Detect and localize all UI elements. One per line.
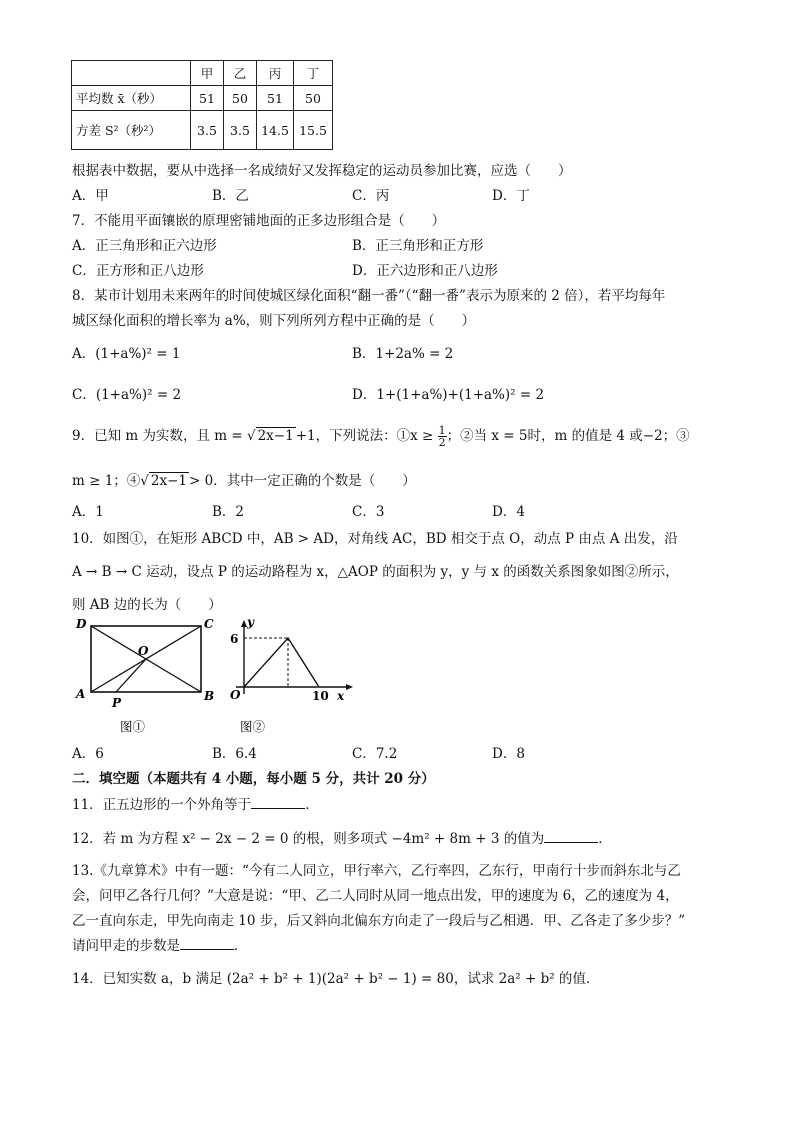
q9-text-a: 9．已知 m 为实数，且 m = [72,428,243,444]
figure1-caption: 图① [120,719,146,734]
q9-fraction: $\frac{1}{2}$ [438,424,446,449]
answer-blank [544,830,598,843]
figure-rectangle [72,614,222,739]
table-cell: 14.5 [257,111,294,150]
q8-option-b: B．1+2a% = 2 [352,346,454,362]
q9-text-c: x ≥ [410,428,434,444]
table-cell: 51 [191,86,224,111]
segment-op [116,659,146,692]
q8-line2: 城区绿化面积的增长率为 a%，则下列所列方程中正确的是（ ） [72,313,476,329]
q13-line1: 13.《九章算术》中有一题：“今有二人同立，甲行率六，乙行率四，乙东行，甲南行十步而斜东北与乙 [72,863,681,879]
stats-table [71,60,333,150]
q9-text-e: m ≥ 1；④ [72,473,141,489]
x-arrow-icon [346,684,353,690]
q14: 14．已知实数 a，b 满足 (2a² + b² + 1)(2a² + b² − 1) = 80，试求 2a² + b² 的值． [72,971,600,987]
q9-text-b: +1，下列说法：① [295,428,411,444]
q7-option-a: A．正三角形和正六边形 [72,238,217,254]
q8-option-a: A．(1+a%)² = 1 [72,346,181,362]
q9-option-b: B．2 [212,504,245,520]
q10-line3: 则 AB 边的长为（ ） [72,597,222,613]
q9-option-a: A．1 [72,504,104,520]
function-graph [244,638,319,687]
q13-line4 [72,934,248,954]
label-origin: O [230,688,241,702]
q6-option-c: C．丙 [352,188,390,204]
table-cell: 3.5 [191,111,224,150]
q8-option-d: D．1+(1+a%)+(1+a%)² = 2 [352,387,545,403]
table-header-cell: 丁 [294,61,333,86]
q9-sqrt-2: 2x−1 [150,473,188,489]
q6-stem: 根据表中数据，要从中选择一名成绩好又发挥稳定的运动员参加比赛，应选（ ） [72,163,572,179]
q10-line1: 10．如图①，在矩形 ABCD 中，AB > AD，对角线 AC，BD 相交于点 O，动点 P 由点 A 出发，沿 [72,531,678,547]
q9-text-d: ；②当 x = 5时，m 的值是 4 或−2；③ [446,428,690,444]
q10-option-c: C．7.2 [352,746,398,762]
label-b: B [204,689,215,703]
table-header-cell: 甲 [191,61,224,86]
label-p: P [112,696,122,710]
q9-text-f: > 0．其中一定正确的个数是（ ） [189,473,416,489]
answer-blank [180,937,234,950]
q7-option-d: D．正六边形和正八边形 [352,263,498,279]
q11-end: ． [305,797,319,813]
q8-line1: 8．某市计划用未来两年的时间使城区绿化面积“翻一番”（“翻一番”表示为原来的 2 倍），若平均每年 [72,288,666,304]
label-a: A [76,687,86,701]
figure-graph [222,614,357,739]
q13-line3: 乙一直向东走，甲先向南走 10 步，后又斜向北偏东方向走了一段后与乙相遇．甲、乙各走了多少步？” [72,913,686,929]
table-header-cell [72,61,191,86]
q10-option-b: B．6.4 [212,746,257,762]
label-six: 6 [230,632,239,646]
q7-stem: 7．不能用平面镶嵌的原理密铺地面的正多边形组合是（ ） [72,213,446,229]
q10-option-d: D．8 [492,746,525,762]
q12-end: ． [598,831,612,847]
q9-option-d: D．4 [492,504,525,520]
q6-option-b: B．乙 [212,188,249,204]
q12 [72,827,612,847]
q11-text: 11．正五边形的一个外角等于 [72,797,252,813]
q6-option-d: D．丁 [492,188,530,204]
q9-option-c: C．3 [352,504,385,520]
q8-option-c: C．(1+a%)² = 2 [72,387,182,403]
q9-line1: 9．已知 m 为实数，且 m = √ 2x−1 +1，下列说法：①x ≥ $\frac{1}{2}$ ；②当 x = 5时，m 的值是 4 或−2；③ [72,424,690,449]
q13-end: ． [234,938,248,954]
q13-line2: 会，问甲乙各行几何？”大意是说：“甲、乙二人同时从同一地点出发，甲的速度为 6，乙的速度为 4， [72,888,679,904]
table-cell: 3.5 [224,111,257,150]
q9-line2: m ≥ 1；④√ 2x−1 > 0．其中一定正确的个数是（ ） [72,473,416,489]
figure2-caption: 图② [240,719,266,734]
label-c: C [204,617,214,631]
table-cell: 50 [224,86,257,111]
q7-option-c: C．正方形和正八边形 [72,263,204,279]
table-row-label: 方差 S²（秒²） [72,111,191,150]
label-x: x [337,689,345,703]
label-o: O [138,644,149,658]
section-title: 二．填空题（本题共有 4 小题，每小题 5 分，共计 20 分） [72,771,435,787]
table-header-cell: 乙 [224,61,257,86]
q10-line2: A → B → C 运动，设点 P 的运动路程为 x，△AOP 的面积为 y，y 与 x 的函数关系图象如图②所示， [72,564,679,580]
label-ten: 10 [312,689,329,703]
q11 [72,793,319,813]
q10-option-a: A．6 [72,746,104,762]
q6-option-a: A．甲 [72,188,109,204]
q9-sqrt-1: 2x−1 [257,428,294,444]
label-d: D [76,617,87,631]
label-y: y [247,615,254,629]
answer-blank [251,796,305,809]
table-cell: 50 [294,86,333,111]
table-cell: 15.5 [294,111,333,150]
q7-option-b: B．正三角形和正方形 [352,238,484,254]
q13-text: 请问甲走的步数是 [72,938,180,954]
table-row-label: 平均数 x̄（秒） [72,86,191,111]
q12-text: 12．若 m 为方程 x² − 2x − 2 = 0 的根，则多项式 −4m² + 8m + 3 的值为 [72,831,545,847]
table-cell: 51 [257,86,294,111]
table-header-cell: 丙 [257,61,294,86]
